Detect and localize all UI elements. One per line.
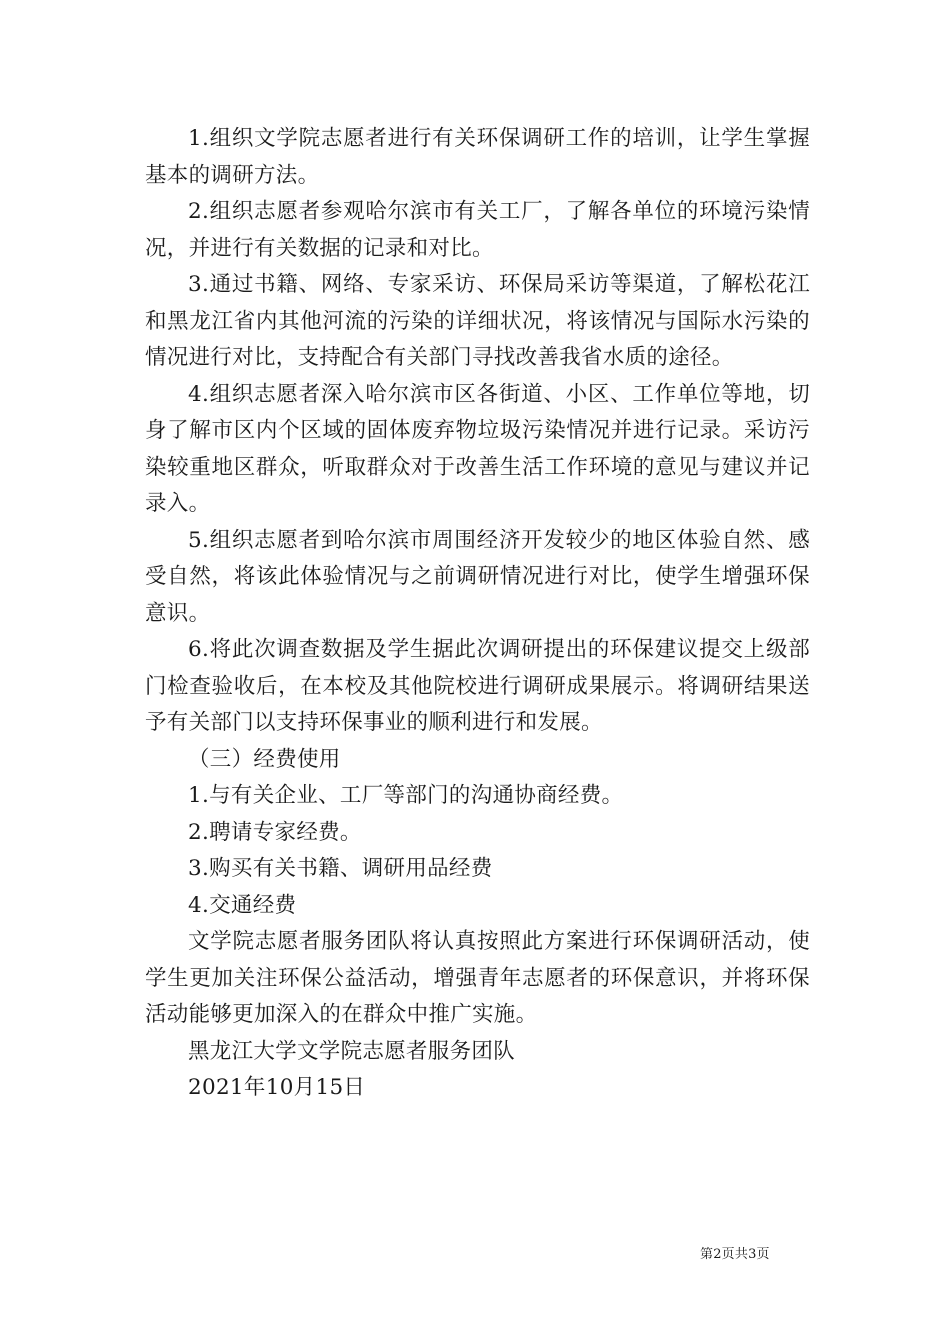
expense-item-3: 3.购买有关书籍、调研用品经费 [188, 856, 493, 881]
signature-team: 黑龙江大学文学院志愿者服务团队 [188, 1038, 516, 1064]
expense-item-4: 4.交通经费 [188, 892, 297, 918]
paragraph-1: 1.组织文学院志愿者进行有关环保调研工作的培训，让学生掌握基本的调研方法。 [145, 126, 810, 188]
section-heading-expenses: （三）经费使用 [188, 746, 341, 772]
paragraph-2: 2.组织志愿者参观哈尔滨市有关工厂，了解各单位的环境污染情况，并进行有关数据的记录和对比。 [145, 199, 810, 261]
document-body [145, 121, 810, 1107]
paragraph-4: 4.组织志愿者深入哈尔滨市区各街道、小区、工作单位等地，切身了解市区内个区域的固体废弃物垃圾污染情况并进行记录。采访污染较重地区群众，听取群众对于改善生活工作环境的意见与建议并记录入。 [145, 381, 810, 516]
expense-item-1: 1.与有关企业、工厂等部门的沟通协商经费。 [188, 783, 624, 808]
paragraph-6: 6.将此次调查数据及学生据此次调研提出的环保建议提交上级部门检查验收后，在本校及其他院校进行调研成果展示。将调研结果送予有关部门以支持环保事业的顺利进行和发展。 [145, 637, 810, 735]
closing-paragraph: 文学院志愿者服务团队将认真按照此方案进行环保调研活动，使学生更加关注环保公益活动，增强青年志愿者的环保意识，并将环保活动能够更加深入的在群众中推广实施。 [145, 929, 810, 1027]
signature-date: 2021年10月15日 [188, 1075, 366, 1100]
page-number-footer: 第2页共3页 [700, 1247, 770, 1262]
expense-item-2: 2.聘请专家经费。 [188, 819, 362, 845]
paragraph-5: 5.组织志愿者到哈尔滨市周围经济开发较少的地区体验自然、感受自然，将该此体验情况与之前调研情况进行对比，使学生增强环保意识。 [145, 527, 810, 626]
paragraph-3: 3.通过书籍、网络、专家采访、环保局采访等渠道，了解松花江和黑龙江省内其他河流的污染的详细状况，将该情况与国际水污染的情况进行对比，支持配合有关部门寻找改善我省水质的途径。 [145, 272, 810, 370]
